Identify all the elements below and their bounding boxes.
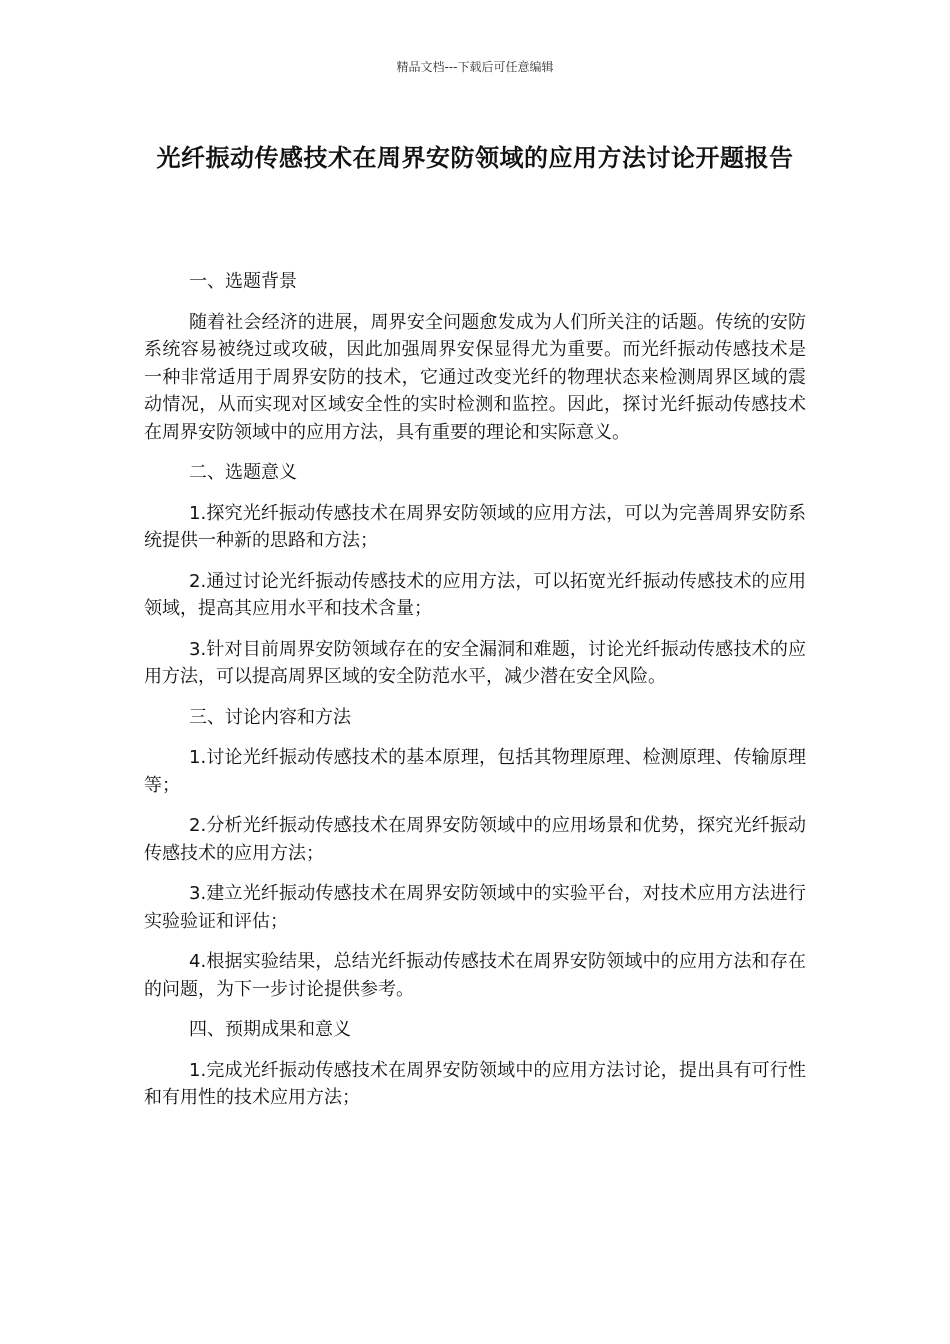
paragraph: 2.通过讨论光纤振动传感技术的应用方法，可以拓宽光纤振动传感技术的应用领域，提高其应用水平和技术含量；	[144, 570, 806, 619]
paragraph: 1.讨论光纤振动传感技术的基本原理，包括其物理原理、检测原理、传输原理等；	[144, 747, 806, 796]
header-note: 精品文档---下载后可任意编辑	[396, 60, 554, 74]
document-body	[144, 268, 806, 1125]
section-heading: 三、讨论内容和方法	[189, 706, 351, 728]
paragraph: 3.针对目前周界安防领域存在的安全漏洞和难题，讨论光纤振动传感技术的应用方法，可以提高周界区域的安全防范水平，减少潜在安全风险。	[144, 638, 806, 687]
paragraph: 2.分析光纤振动传感技术在周界安防领域中的应用场景和优势，探究光纤振动传感技术的应用方法；	[144, 815, 806, 864]
paragraph: 1.完成光纤振动传感技术在周界安防领域中的应用方法讨论，提出具有可行性和有用性的技术应用方法；	[144, 1059, 806, 1108]
paragraph: 4.根据实验结果，总结光纤振动传感技术在周界安防领域中的应用方法和存在的问题，为下一步讨论提供参考。	[144, 951, 806, 1000]
paragraph: 1.探究光纤振动传感技术在周界安防领域的应用方法，可以为完善周界安防系统提供一种新的思路和方法；	[144, 502, 806, 551]
paragraph: 随着社会经济的进展，周界安全问题愈发成为人们所关注的话题。传统的安防系统容易被绕过或攻破，因此加强周界安保显得尤为重要。而光纤振动传感技术是一种非常适用于周界安防的技术，它通过改变光纤的物理状态来检测周界区域的震动情况，从而实现对区域安全性的实时检测和监控。因此，探讨光纤振动传感技术在周界安防领域中的应用方法，具有重要的理论和实际意义。	[144, 311, 806, 443]
section-heading: 二、选题意义	[189, 462, 297, 483]
section-heading: 四、预期成果和意义	[189, 1019, 351, 1040]
document-title: 光纤振动传感技术在周界安防领域的应用方法讨论开题报告	[156, 144, 794, 172]
paragraph: 3.建立光纤振动传感技术在周界安防领域中的实验平台，对技术应用方法进行实验验证和评估；	[144, 883, 806, 932]
section-heading: 一、选题背景	[189, 271, 297, 292]
